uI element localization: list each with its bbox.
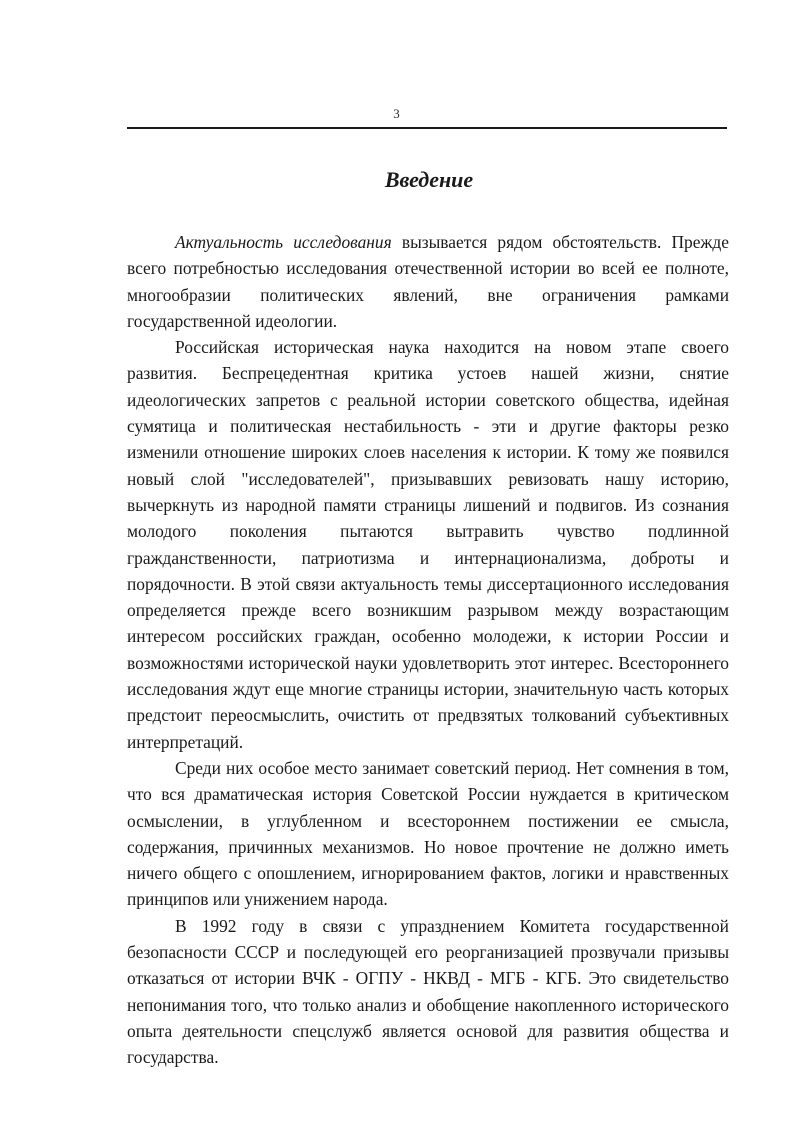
paragraph: В 1992 году в связи с упразднением Комитета государственной безопасности СССР и последующей его реорганизацией прозвучали призывы отказаться от истории ВЧК - ОГПУ - НКВД - МГБ - КГБ. Это свидетельство непонимания того, что только анализ и обобщение накопленного исторического опыта деятельности спецслужб является основой для развития общества и государства. bbox=[127, 915, 729, 1068]
body-text bbox=[127, 229, 729, 1071]
page-number: 3 bbox=[393, 106, 400, 121]
paragraph: Российская историческая наука находится на новом этапе своего развития. Беспрецедентная критика устоев нашей жизни, снятие идеологических запретов с реальной истории советского общества, идейная сумятица и политическая нестабильность - эти и другие факторы резко изменили отношение широких слоев населения к истории. К тому же появился новый слой "исследователей", призывавших ревизовать нашу историю, вычеркнуть из народной памяти страницы лишений и подвигов. Из сознания молодого поколения пытаются вытравить чувство подлинной гражданственности, патриотизма и интернационализма, доброты и порядочности. В этой связи актуальность темы диссертационного исследования определяется прежде всего возникшим разрывом между возрастающим интересом российских граждан, особенно молодежи, к истории России и возможностями исторической науки удовлетворить этот интерес. Всестороннего исследования ждут еще многие страницы истории, значительную часть которых предстоит переосмыслить, очистить от предвзятых толкований субъективных интерпретаций. bbox=[127, 337, 729, 752]
paragraph-lead-term: Актуальность исследования bbox=[175, 232, 392, 252]
paragraph-text: вызывается рядом обстоятельств. Прежде всего потребностью исследования отечественной истории во всей ее полноте, многообразии политических явлений, вне ограничения рамками государственной идеологии. bbox=[127, 232, 729, 331]
paragraph bbox=[127, 229, 729, 334]
page-title: Введение bbox=[384, 167, 474, 192]
paragraph: Среди них особое место занимает советский период. Нет сомнения в том, что вся драматическая история Советской России нуждается в критическом осмыслении, в углубленном и всестороннем постижении ее смысла, содержания, причинных механизмов. Но новое прочтение не должно иметь ничего общего с опошлением, игнорированием фактов, логики и нравственных принципов или унижением народа. bbox=[127, 757, 729, 910]
header-rule bbox=[127, 127, 727, 129]
